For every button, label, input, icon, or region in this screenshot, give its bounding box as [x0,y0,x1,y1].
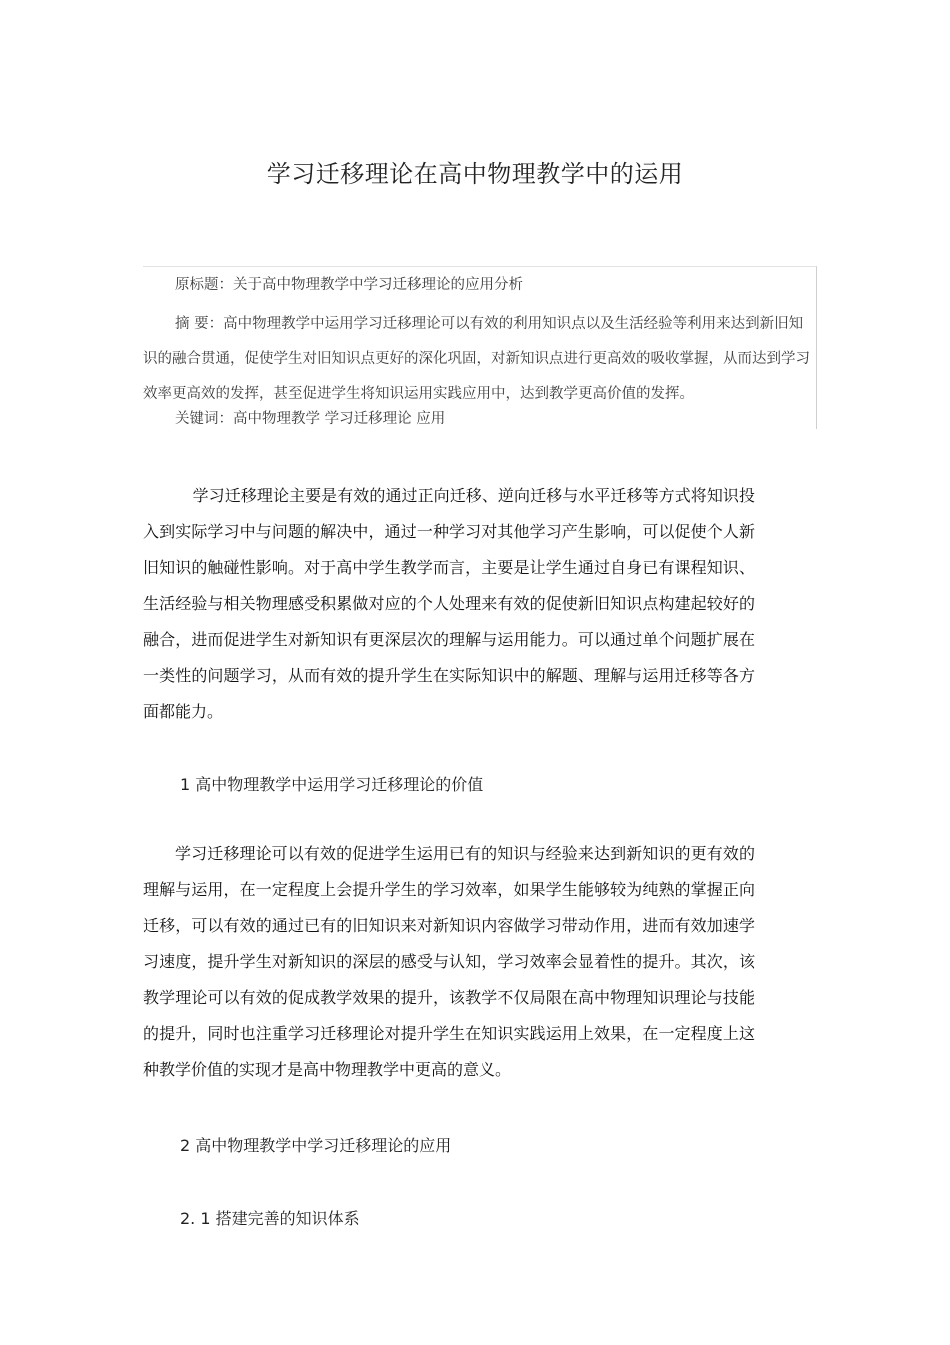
subsection-heading-2-1: 2. 1 搭建完善的知识体系 [180,1209,360,1228]
abstract-box [143,266,817,429]
section-heading-1: 1 高中物理教学中运用学习迁移理论的价值 [180,775,484,794]
original-title: 原标题：关于高中物理教学中学习迁移理论的应用分析 [175,277,523,293]
document-title: 学习迁移理论在高中物理教学中的运用 [266,160,684,188]
abstract-summary: 摘 要：高中物理教学中运用学习迁移理论可以有效的利用知识点以及生活经验等利用来达到新旧知识的融合贯通，促使学生对旧知识点更好的深化巩固，对新知识点进行更高效的吸收掌握，从而达到学习效率更高效的发挥，甚至促进学生将知识运用实践应用中，达到教学更高价值的发挥。 [143,316,810,402]
keywords: 关键词：高中物理教学 学习迁移理论 应用 [175,411,446,427]
section-1-paragraph: 学习迁移理论可以有效的促进学生运用已有的知识与经验来达到新知识的更有效的理解与运用，在一定程度上会提升学生的学习效率，如果学生能够较为纯熟的掌握正向迁移，可以有效的通过已有的旧知识来对新知识内容做学习带动作用，进而有效加速学习速度，提升学生对新知识的深层的感受与认知，学习效率会显着性的提升。其次，该教学理论可以有效的促成教学效果的提升，该教学不仅局限在高中物理知识理论与技能的提升，同时也注重学习迁移理论对提升学生在知识实践运用上效果，在一定程度上这种教学价值的实现才是高中物理教学中更高的意义。 [143,844,755,1079]
section-heading-2: 2 高中物理教学中学习迁移理论的应用 [180,1136,452,1155]
intro-paragraph: 学习迁移理论主要是有效的通过正向迁移、逆向迁移与水平迁移等方式将知识投入到实际学习中与问题的解决中，通过一种学习对其他学习产生影响，可以促使个人新旧知识的触碰性影响。对于高中学生教学而言，主要是让学生通过自身已有课程知识、生活经验与相关物理感受积累做对应的个人处理来有效的促使新旧知识点构建起较好的融合，进而促进学生对新知识有更深层次的理解与运用能力。可以通过单个问题扩展在一类性的问题学习，从而有效的提升学生在实际知识中的解题、理解与运用迁移等各方面都能力。 [143,486,755,721]
